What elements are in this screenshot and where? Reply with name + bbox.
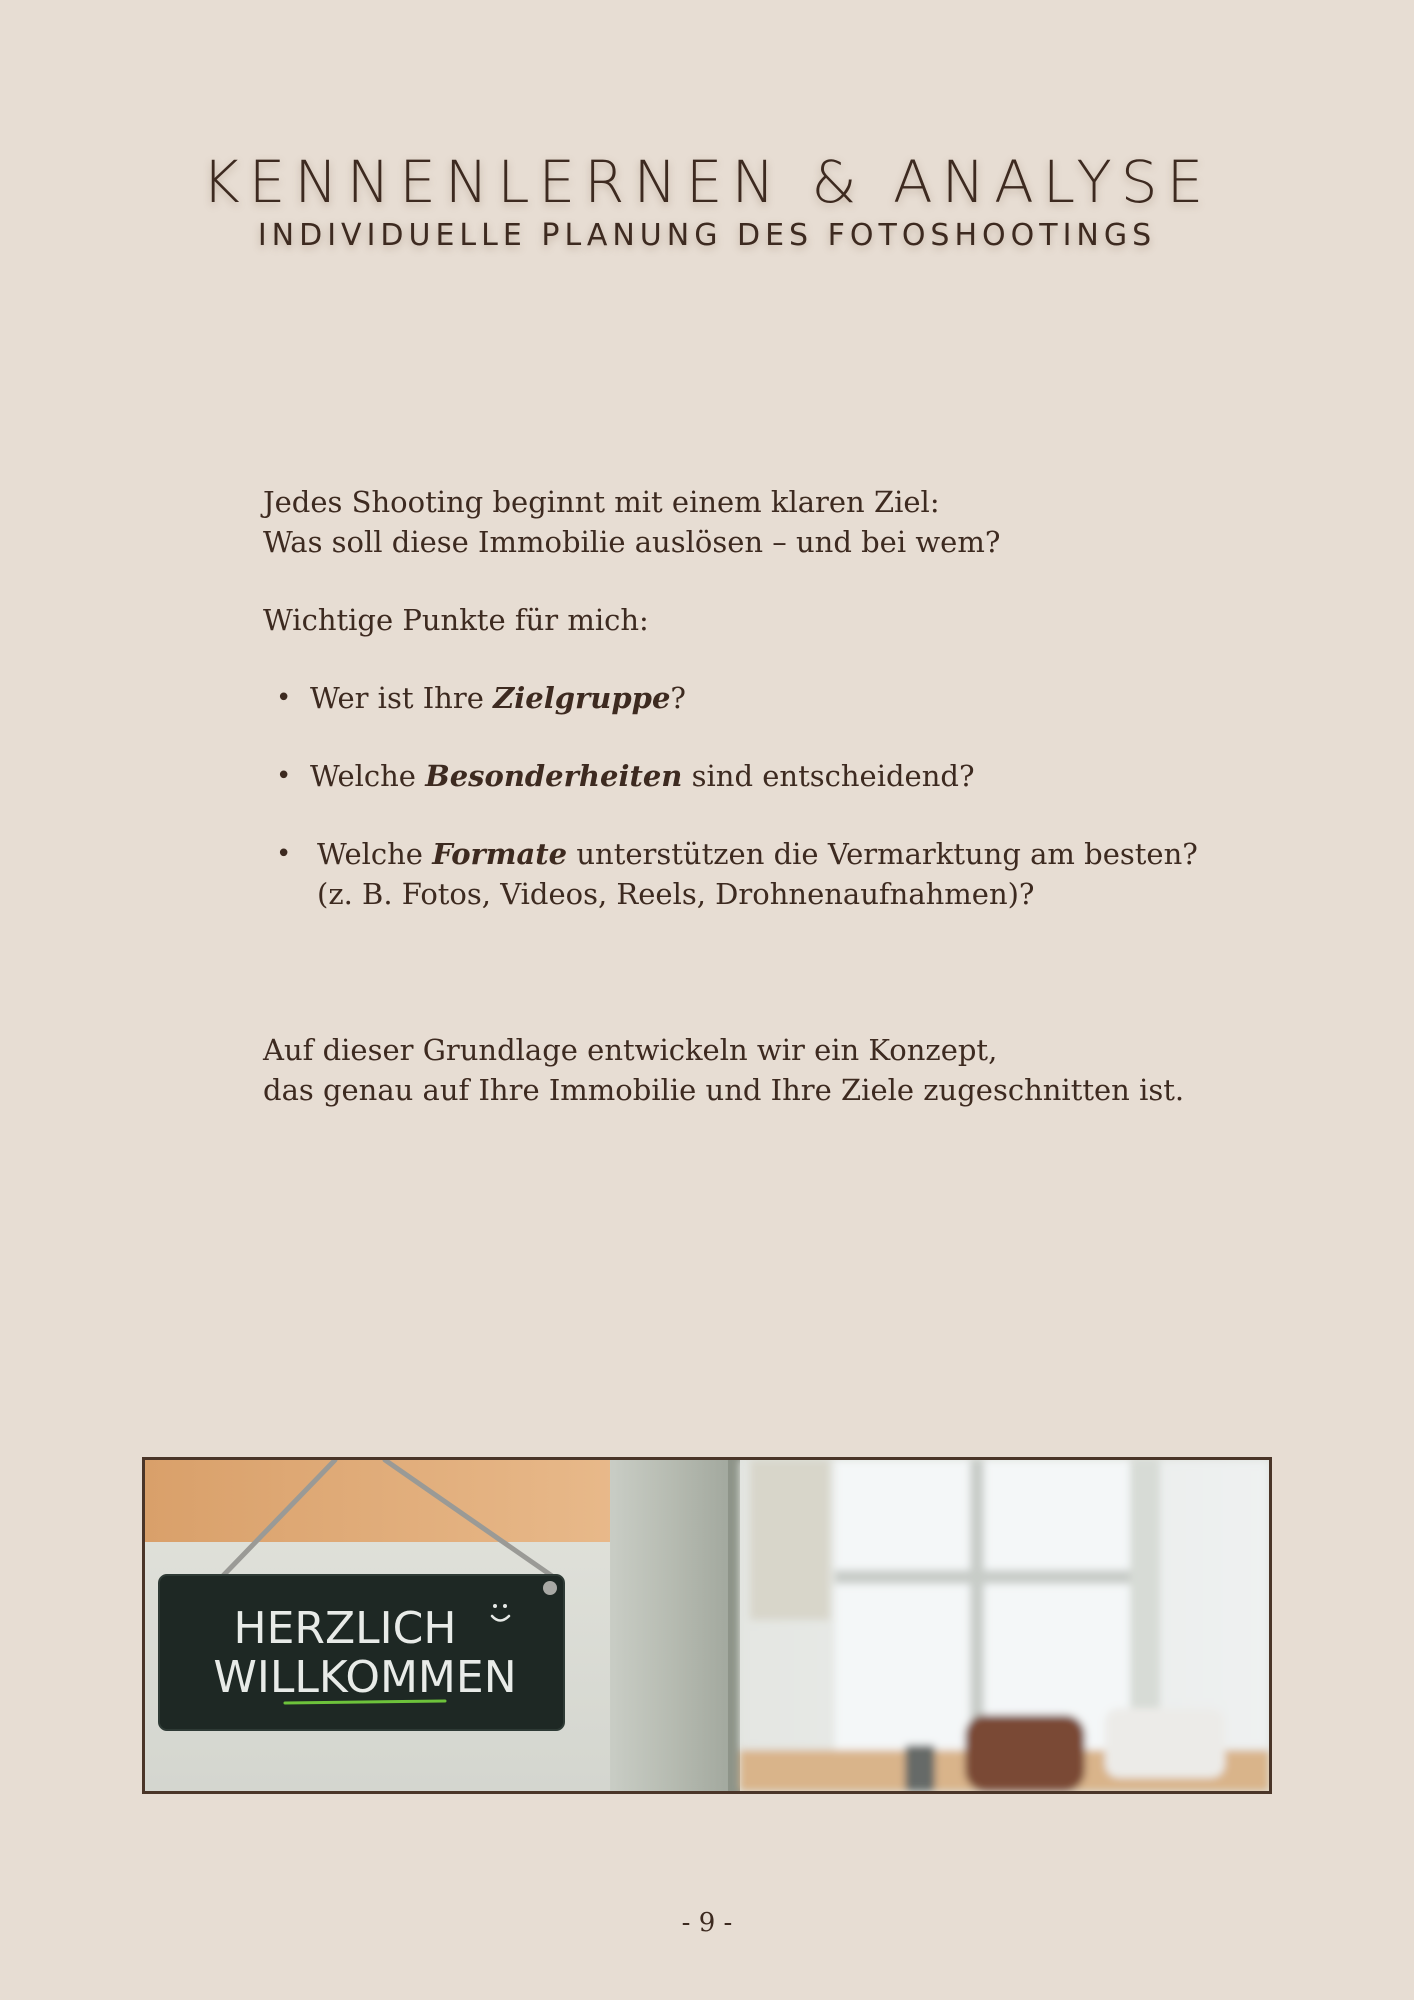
emphasis-text: Formate [432,837,568,871]
sign-line-1: HERZLICH [233,1603,457,1654]
emphasis-text: Zielgruppe [493,681,671,715]
page-subtitle: INDIVIDUELLE PLANUNG DES FOTOSHOOTINGS [257,218,1157,253]
bullet-icon: • [276,683,292,713]
sign-line-2: WILLKOMMEN [213,1652,517,1703]
welcome-banner-image [142,1457,1272,1794]
page-title: KENNENLERNEN & ANALYSE [201,148,1213,216]
intro-line-1: Jedes Shooting beginnt mit einem klaren Ziel: [263,485,940,519]
closing-line-1: Auf dieser Grundlage entwickeln wir ein Konzept, [263,1033,998,1067]
list-item: • Wer ist Ihre Zielgruppe? [310,678,1250,718]
points-heading: Wichtige Punkte für mich: [263,603,649,637]
list-item-detail: (z. B. Fotos, Videos, Reels, Drohnenaufnahmen)? [317,877,1035,911]
closing-line-2: das genau auf Ihre Immobilie und Ihre Ziele zugeschnitten ist. [263,1073,1185,1107]
page-number: - 9 - [681,1908,733,1938]
emphasis-text: Besonderheiten [425,759,683,793]
list-item: • Welche Formate unterstützen die Vermarktung am besten? (z. B. Fotos, Videos, Reels, Drohnenaufnahmen)? [317,834,1257,914]
bullet-icon: • [276,761,292,791]
list-item: • Welche Besonderheiten sind entscheidend? [310,756,1250,796]
intro-line-2: Was soll diese Immobilie auslösen – und bei wem? [263,525,1001,559]
bullet-icon: • [276,839,292,869]
